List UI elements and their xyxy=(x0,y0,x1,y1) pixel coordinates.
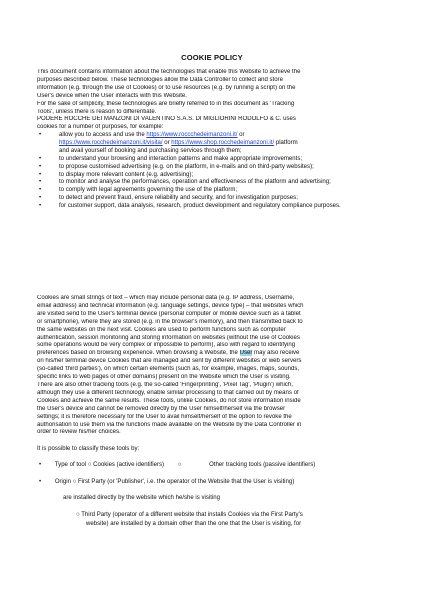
list-item: • to understand your browsing and interaction patterns and make appropriate improvements; xyxy=(39,155,303,162)
list-item: • allow you to access and use the https://www.roccchedeimanzoni.it/ or https://www.rocchedeimanzoni.it/visita/ or https://www.shop.rocchedeimanzoni.it/ platform and avail yourself of booking and purchasing services through them; xyxy=(39,132,298,154)
bullet-icon: • xyxy=(39,163,42,170)
cookies-line: on his/her terminal device Cookies that are managed and sent by different websites or web servers xyxy=(37,358,302,365)
list-item: • for customer support, data analysis, research, product development and regulatory compliance purposes. xyxy=(39,203,341,210)
type-row: • Type of tool ○ Cookies (active identifiers) ○ Other tracking tools (passive identifiers) xyxy=(39,462,316,468)
cookies-line: order to review his/her choices. xyxy=(37,429,121,436)
link-visita[interactable]: https://www.rocchedeimanzoni.it/visita/ xyxy=(59,139,163,146)
option-icon: ○ xyxy=(87,462,92,468)
intro-line: cookies for a number of purposes, for example: xyxy=(37,124,164,131)
cookies-line: authentication, session monitoring and storing information on websites (without the use of Cookies xyxy=(37,334,300,341)
cookies-line: There are also other tracking tools (e.g. the so-called 'Fingerprinting', 'Pixel Tag', 'Plugin') which, xyxy=(37,381,293,388)
bullet-icon: • xyxy=(39,203,42,210)
list-item: • to display more relevant content (e.g. advertising); xyxy=(39,171,194,178)
classify-lead: It is possible to classify these tools by: xyxy=(37,446,140,452)
list-item: • to detect and prevent fraud, ensure reliability and security, and for investigation purposes; xyxy=(39,195,298,202)
cookies-line: or smartphone), where they are stored (e.g. in the browser's memory), and then transmitted back to xyxy=(37,318,303,325)
list-item: • to monitor and analyse the performances, operation and effectiveness of the platform and advertising; xyxy=(39,179,331,186)
bullet-icon: • xyxy=(39,155,42,162)
origin-continuation: are installed directly by the website which he/she is visiting xyxy=(63,495,220,501)
intro-line: information (e.g. through the use of Cookies) or to use resources (e.g. by running a script) on the xyxy=(37,84,296,91)
intro-line: This document contains information about the technologies that enable this Website to achieve the xyxy=(37,69,301,75)
bullet-icon: • xyxy=(39,187,42,194)
cookies-line: authorisation to use them via the functions made available on the Website by the Data Controller in xyxy=(37,421,302,428)
cookies-line: settings; it is therefore necessary for the User to avail himself/herself of the option to revoke the xyxy=(37,413,292,420)
cookies-line: are visited send to the User's terminal device (personal computer or mobile device such as a tablet xyxy=(37,310,301,317)
cookies-line: preferences based on browsing experience. When browsing a Website, the User may also receive xyxy=(37,350,300,357)
intro-line: For the sake of simplicity, these technologies are briefly referred to in this document as 'Tracking xyxy=(37,100,295,107)
intro-line: User's device when the User interacts with this Website. xyxy=(37,92,187,99)
cookies-line: specific links to web pages of other domains) present on the Website which the User is visiting. xyxy=(37,374,291,381)
third-party-continuation: website) are installed by a domain other than the one that the User is visiting, for xyxy=(86,521,302,527)
intro-line: PODERE ROCCHE DEI MANZONI DI VALENTINO S.A.S. DI MIGLIORINI RODOLFO & C. uses xyxy=(37,116,296,123)
option-icon: ○ xyxy=(177,462,182,468)
cookies-line: some operations would be very complex or impossible to perform), also with regard to identifying xyxy=(37,342,296,349)
origin-row: • Origin ○ First Party (or 'Publisher', i.e. the operator of the Website that the User is visiting) xyxy=(39,479,295,485)
cookies-line: Cookies are small strings of text – which may include personal data (e.g. IP address, Username, xyxy=(37,295,295,301)
bullet-icon: • xyxy=(39,195,42,202)
intro-line: purposes described below. These technologies allow the Data Controller to collect and store xyxy=(37,76,283,83)
list-item: • to propose customised advertising (e.g. on the platform, in e-mails and on third-party websites); xyxy=(39,163,314,170)
bullet-icon: • xyxy=(39,462,42,468)
link-rocchedeimanzoni[interactable]: https://www.roccchedeimanzoni.it/ xyxy=(146,132,238,138)
cookies-line: the same websites on the next visit. Cookies are used to perform functions such as computer xyxy=(37,326,286,333)
list-item: • to comply with legal agreements governing the use of the platform; xyxy=(39,187,238,194)
third-party-row: ○ Third Party (operator of a different website that installs Cookies via the First Party's xyxy=(76,512,303,518)
cookies-line: email address) and technical information (e.g. language settings, device type) – that websites which xyxy=(37,302,304,309)
cookies-line: the User's device and cannot be removed directly by the User himself/herself via the browser xyxy=(37,405,286,412)
option-icon: ○ xyxy=(76,512,80,518)
cookies-line: Cookies and achieve the same results. These tools, unlike Cookies, do not store information inside xyxy=(37,397,301,404)
intro-paragraph xyxy=(37,69,385,132)
link-shop[interactable]: https://www.shop.rocchedeimanzoni.it/ xyxy=(171,139,275,146)
cookies-line: (so-called 'third parties'), on which certain elements (such as, for example, images, maps, sounds, xyxy=(37,366,300,373)
highlighted-word: User xyxy=(239,350,253,357)
page-title: COOKIE POLICY xyxy=(181,53,243,62)
cookies-line: although they use a different technology, enable similar processing to that carried out by means of xyxy=(37,389,299,396)
cookies-paragraph xyxy=(37,295,385,437)
purposes-list xyxy=(37,132,385,211)
bullet-icon: • xyxy=(39,171,42,178)
intro-line: Tools', unless there is reason to differentiate. xyxy=(37,108,157,115)
option-icon: ○ xyxy=(72,479,77,485)
bullet-icon: • xyxy=(39,132,42,138)
bullet-icon: • xyxy=(39,179,42,186)
bullet-icon: • xyxy=(39,479,42,485)
